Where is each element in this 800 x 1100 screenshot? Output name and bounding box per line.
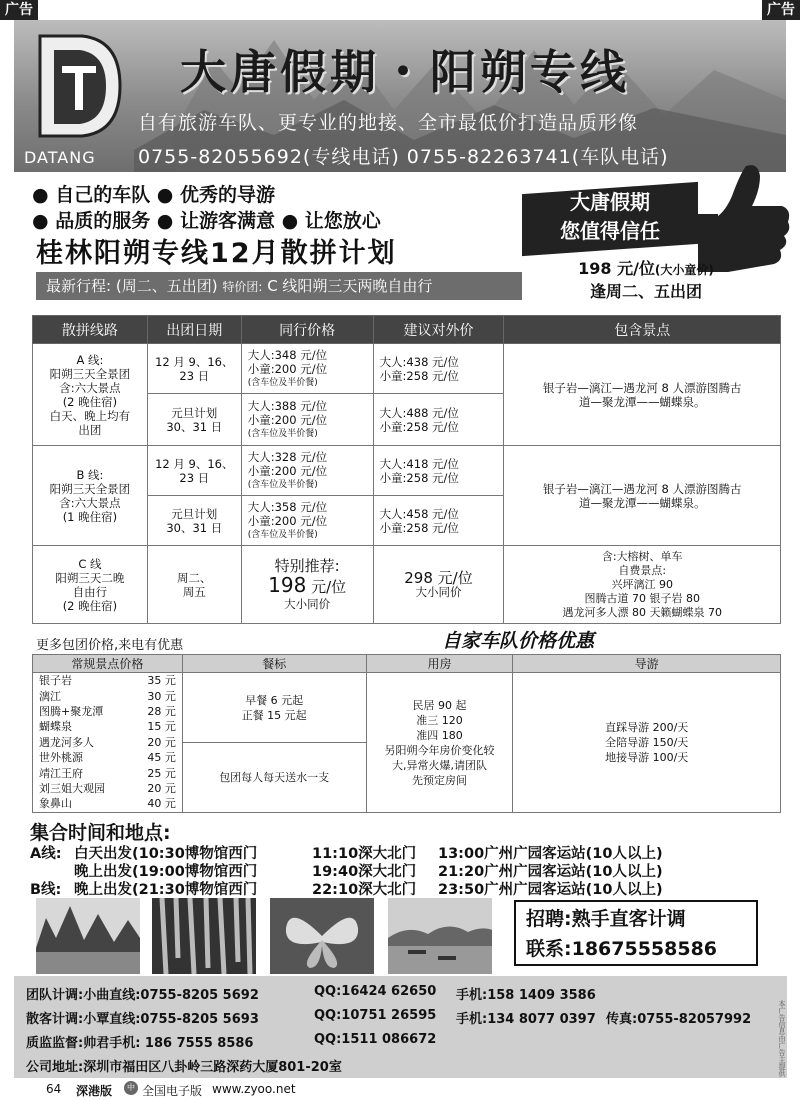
list-item: 靖江王府 25 元: [39, 766, 176, 780]
feature-line-2: ● 品质的服务 ● 让游客满意 ● 让您放心: [32, 210, 381, 232]
date-cell: 12 月 9、16、 23 日: [147, 446, 241, 496]
badge-price: 198 元/位: [578, 259, 655, 278]
route-b: B 线: 阳朔三天全景团 含:六大景点 (1 晚住宿): [33, 446, 148, 546]
table-row: [33, 446, 781, 496]
contact-panel: 团队计调:小曲直线:0755-8205 5692 QQ:16424 62650 手机:158 1409 3586 散客计调:小覃直线:0755-8205 5693 QQ:10751 26595 手机:134 8077 0397 传真:0755-82057992 质监监督:帅君手机: 186 7555 8586 QQ:1511 086672 公司地址:深圳市福田区八卦岭三路深药大厦801-20室: [14, 976, 787, 1078]
col-rooms: 用房: [366, 655, 513, 673]
route-a: A 线: 阳朔三天全景团 含:六大景点 (2 晚住宿) 白天、晚上均有 出团: [33, 344, 148, 446]
list-item: 刘三姐大观园 20 元: [39, 782, 176, 796]
own-fleet-text: 自家车队价格优惠: [442, 630, 595, 652]
scenic-a: 银子岩—漓江—遇龙河 8 人漂游图腾古 道—聚龙潭——蝴蝶泉。: [504, 344, 781, 446]
suggested-price-cell: 大人:418 元/位 小童:258 元/位: [373, 446, 504, 496]
col-spots: 常规景点价格: [33, 655, 183, 673]
list-item: 象鼻山 40 元: [39, 797, 176, 811]
peer-price-cell: 大人:388 元/位 小童:200 元/位 (含车位及半价餐): [241, 394, 373, 446]
datang-logo-icon: [32, 32, 124, 144]
itinerary-days: (周二、五出团): [115, 277, 218, 295]
feature-line-1: ● 自己的车队 ● 优秀的导游: [32, 184, 276, 206]
price-badge: [556, 258, 736, 303]
photo-river-rafts: [388, 898, 492, 974]
photo-cave: [152, 898, 256, 974]
banner-phones: 0755-82055692(专线电话) 0755-82263741(车队电话): [138, 146, 669, 168]
trust-line-1: 大唐假期: [570, 190, 650, 214]
badge-note: (大小童价): [654, 263, 714, 277]
route-c: C 线 阳朔三天二晚 自由行 (2 晚住宿): [33, 546, 148, 624]
page-number: 64: [46, 1082, 62, 1096]
banner-title: 大唐假期・阳朔专线: [180, 45, 630, 99]
ad-tag-left: 广告: [0, 0, 38, 20]
photo-butterfly-spring: [270, 898, 374, 974]
list-item: 世外桃源 45 元: [39, 751, 176, 765]
ad-tag-right: 广告: [762, 0, 800, 20]
list-item: 遇龙河多人 20 元: [39, 735, 176, 749]
itinerary-bar: [36, 272, 522, 300]
itinerary-promo: 特价团:: [222, 280, 263, 294]
suggested-price-cell: 大人:438 元/位 小童:258 元/位: [373, 344, 504, 394]
banner-subtitle: 自有旅游车队、更专业的地接、全市最低价打造品质形像: [138, 112, 639, 134]
plan-title: 桂林阳朔专线12月散拼计划: [36, 238, 397, 269]
scenic-b: 银子岩—漓江—遇龙河 8 人漂游图腾古 道—聚龙潭——蝴蝶泉。: [504, 446, 781, 546]
table-row: [33, 546, 781, 624]
badge-days: 逢周二、五出团: [589, 282, 702, 301]
footer: [46, 1082, 296, 1098]
site-url[interactable]: www.zyoo.net: [212, 1082, 296, 1096]
itinerary-route: C 线阳朔三天两晚自由行: [267, 277, 433, 295]
trust-badge: [522, 182, 698, 256]
suggested-price-cell: 298 元/位 大小同价: [373, 546, 504, 624]
recruit-phone: 联系:18675558586: [526, 938, 718, 960]
more-prices-text: 更多包团价格,来电有优惠: [36, 638, 184, 653]
recruit-box: [514, 900, 758, 966]
col-date: 出团日期: [147, 316, 241, 344]
banner: [14, 20, 786, 172]
date-cell: 元旦计划 30、31 日: [147, 496, 241, 546]
special-price-cell: 特别推荐: 198 元/位 大小同价: [241, 546, 373, 624]
col-peer-price: 同行价格: [241, 316, 373, 344]
spot-prices: [33, 673, 183, 813]
table-row: [33, 344, 781, 394]
trust-line-2: 您值得信任: [560, 219, 660, 243]
list-item: 漓江 30 元: [39, 689, 176, 703]
date-cell: 元旦计划 30、31 日: [147, 394, 241, 446]
peer-price-cell: 大人:348 元/位 小童:200 元/位 (含车位及半价餐): [241, 344, 373, 394]
recruit-line-1: 招聘:熟手直客计调: [526, 908, 686, 930]
suggested-price-cell: 大人:458 元/位 小童:258 元/位: [373, 496, 504, 546]
tour-price-table: [32, 315, 781, 624]
date-cell: 12 月 9、16、 23 日: [147, 344, 241, 394]
guides-cell: 直踩导游 200/天 全陪导游 150/天 地接导游 100/天: [513, 673, 781, 813]
list-item: 图腾+聚龙潭 28 元: [39, 704, 176, 718]
suggested-price-cell: 大人:488 元/位 小童:258 元/位: [373, 394, 504, 446]
photo-karst-river: [36, 898, 140, 974]
china-icon: 中: [124, 1081, 138, 1095]
itinerary-label: 最新行程: [46, 277, 107, 295]
col-scenic: 包含景点: [504, 316, 781, 344]
gather-title: 集合时间和地点:: [30, 822, 171, 844]
itinerary-colon: :: [106, 277, 112, 295]
col-route: 散拼线路: [33, 316, 148, 344]
col-suggested-price: 建议对外价: [373, 316, 504, 344]
list-item: 蝴蝶泉 15 元: [39, 720, 176, 734]
peer-price-cell: 大人:328 元/位 小童:200 元/位 (含车位及半价餐): [241, 446, 373, 496]
side-note: 本广告信息由广告主提供: [778, 1000, 786, 1077]
channel: 全国电子版: [142, 1084, 203, 1098]
services-table: [32, 654, 781, 813]
edition: 深港版: [76, 1084, 113, 1098]
col-meals: 餐标: [182, 655, 366, 673]
meals-cell: 早餐 6 元起 正餐 15 元起: [182, 673, 366, 743]
list-item: 银子岩 35 元: [39, 674, 176, 688]
scenic-c: 含:大榕树、单车 自费景点: 兴坪漓江 90 图腾古道 70 银子岩 80 遇龙河多人漂 80 天籁蝴蝶泉 70: [504, 546, 781, 624]
peer-price-cell: 大人:358 元/位 小童:200 元/位 (含车位及半价餐): [241, 496, 373, 546]
col-guides: 导游: [513, 655, 781, 673]
rooms-cell: 民居 90 起 准三 120 准四 180 另阳朔今年房价变化较 大,异常火爆,请团队 先预定房间: [366, 673, 513, 813]
water-cell: 包团每人每天送水一支: [182, 743, 366, 813]
logo-text: DATANG: [24, 148, 96, 167]
date-cell: 周二、 周五: [147, 546, 241, 624]
